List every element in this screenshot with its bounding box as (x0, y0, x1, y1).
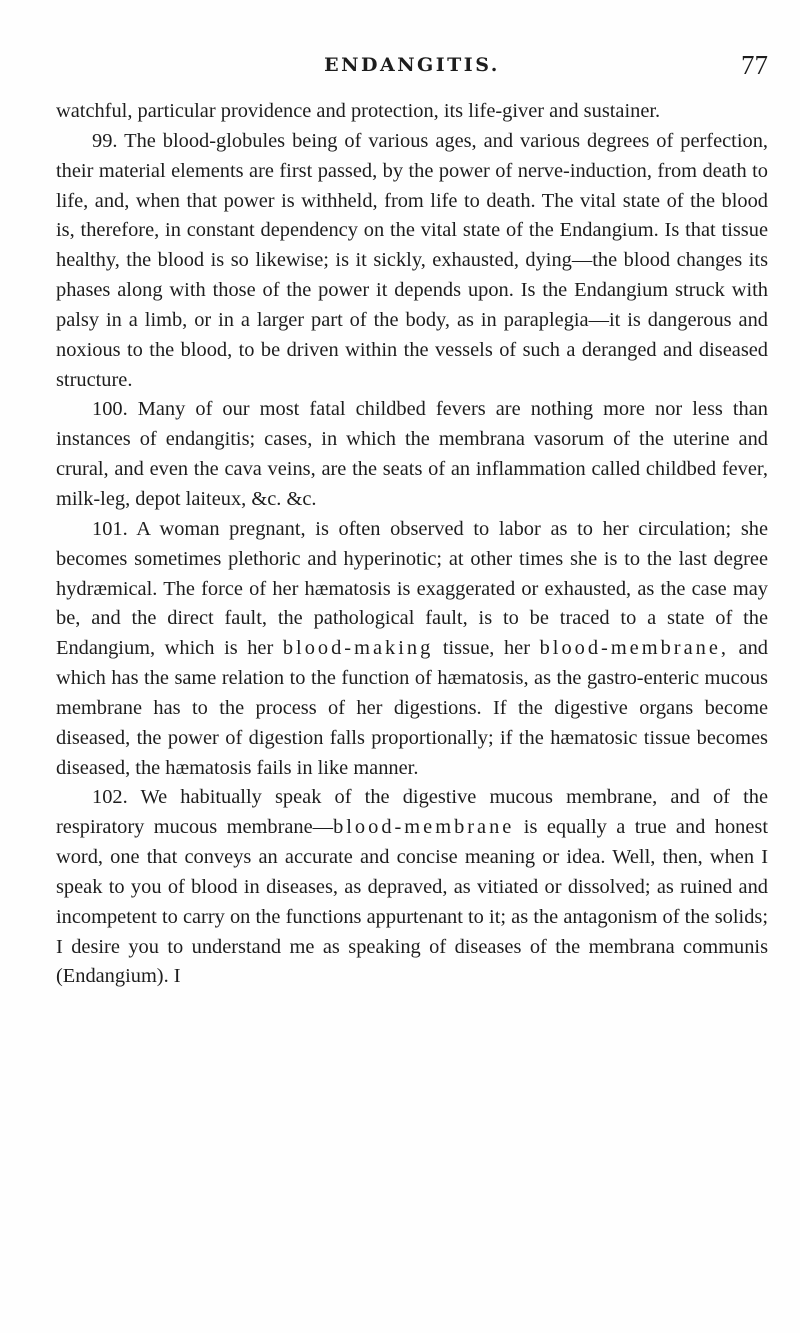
paragraph-text: and which has the same relation to the function of hæmatosis, as the gastro-enteric mucous membrane has to the process of her digestions. If the digestive organs become diseased, the power of digestion falls proportionally; if the hæmatosic tissue becomes diseased, the hæmatosis fails in like manner. (56, 637, 768, 779)
paragraph-99 (56, 127, 768, 396)
running-title: ENDANGITIS. (324, 54, 500, 76)
emphasized-term: blood-making (282, 637, 434, 660)
paragraph-number: 102. (92, 786, 128, 809)
paragraph-continuation (56, 97, 768, 127)
running-head (56, 50, 768, 84)
paragraph-100 (56, 395, 768, 514)
paragraph-text: A woman pregnant, is often observed to labor as to her circulation; she becomes sometimes plethoric and hyperinotic; at other times she is to the last degree hydræmical. The force of her hæmatosis is exaggerated or exhausted, as the case may be, and the direct fault, the pathological fault, is to be traced to a state of the Endangium, which is her (56, 517, 768, 660)
paragraph-number: 100. (92, 398, 128, 421)
emphasized-term: blood-membrane (333, 816, 515, 839)
paragraph-text: The blood-globules being of various ages, and various degrees of perfection, their material elements are first passed, by the power of nerve-induction, from death to life, and, when that power is withheld, from life to death. The vital state of the blood is, therefore, in constant dependency on the vital state of the Endangium. Is that tissue healthy, the blood is so likewise; is it sickly, exhausted, dying—the blood changes its phases along with those of the power it depends upon. Is the Endangium struck with palsy in a limb, or in a larger part of the body, as in paraplegia—it is dangerous and noxious to the blood, to be driven within the vessels of such a deranged and diseased structure. (56, 129, 768, 391)
emphasized-term: blood-membrane, (539, 637, 729, 660)
paragraph-text: is equally a true and honest word, one that conveys an accurate and concise meaning or idea. Well, then, when I speak to you of blood in diseases, as depraved, as vitiated or dissolved; as ruined and incompetent to carry on the functions appurtenant to it; as the antagonism of the solids; I desire you to understand me as speaking of diseases of the membrana communis (Endangium). I (56, 816, 768, 988)
paragraph-text: tissue, her (442, 637, 530, 660)
paragraph-number: 99. (92, 129, 118, 152)
page-number: 77 (741, 50, 768, 80)
paragraph-101 (56, 515, 768, 784)
body-text (56, 97, 768, 992)
paragraph-text: Many of our most fatal childbed fevers are nothing more nor less than instances of endangitis; cases, in which the membrana vasorum of the uterine and crural, and even the cava veins, are the seats of an inflammation called childbed fever, milk-leg, depot laiteux, &c. &c. (56, 398, 768, 510)
paragraph-102 (56, 783, 768, 992)
paragraph-text: We habitually speak of the digestive mucous membrane, and of the respiratory mucous membrane— (56, 786, 768, 839)
paragraph-number: 101. (92, 517, 128, 540)
paragraph-text: watchful, particular providence and protection, its life-giver and sustainer. (56, 100, 661, 122)
